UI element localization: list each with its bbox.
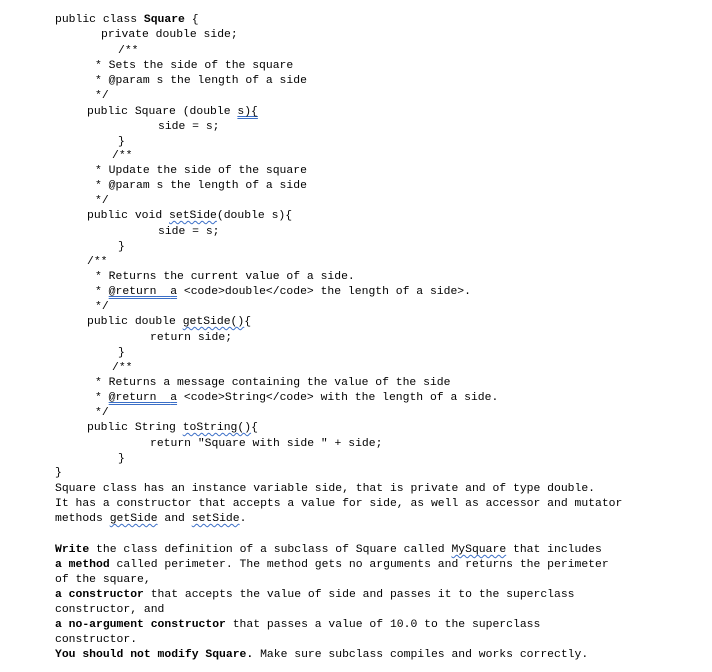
desc-text: .	[239, 513, 247, 525]
doc-star: *	[95, 392, 109, 404]
constructor-signature	[87, 105, 258, 120]
task-line-4	[55, 588, 575, 603]
ctor-sig-text: public Square (double	[87, 106, 238, 118]
setter-doc-close: */	[95, 195, 109, 207]
return-desc: <code>double</code> the length of a side>.	[177, 286, 471, 298]
field-declaration: private double side;	[101, 29, 238, 41]
desc-text: methods	[55, 513, 110, 525]
task-bold: You should not modify Square.	[55, 649, 254, 661]
task-text: that passes a value of 10.0 to the superclass	[225, 619, 541, 631]
tostring-doc-return	[95, 391, 498, 406]
description-line-1: Square class has an instance variable side, that is private and of type double.	[55, 483, 596, 495]
mysquare-spellcheck: MySquare	[451, 544, 507, 556]
class-close: }	[55, 467, 62, 479]
description-line-2: It has a constructor that accepts a value for side, as well as accessor and mutator	[55, 498, 623, 510]
getter-close: }	[118, 347, 125, 359]
task-line-8	[55, 648, 588, 663]
desc-text: and	[157, 513, 192, 525]
ctor-doc-close: */	[95, 90, 109, 102]
task-line-7: constructor.	[55, 634, 138, 646]
task-bold: a constructor	[55, 589, 144, 601]
task-bold: Write	[55, 544, 90, 556]
setter-close: }	[118, 241, 125, 253]
return-a: a	[170, 392, 178, 404]
getter-signature	[87, 315, 251, 330]
return-gap	[157, 286, 171, 298]
doc-star: *	[95, 286, 109, 298]
getter-doc-return	[95, 285, 471, 300]
getter-body: return side;	[150, 332, 233, 344]
task-bold: a method	[55, 559, 110, 571]
task-line-6	[55, 618, 540, 633]
ctor-doc-param: * @param s the length of a side	[95, 75, 307, 87]
getter-sig-text: public double	[87, 316, 183, 328]
setter-doc-desc: * Update the side of the square	[95, 165, 307, 177]
tostring-doc-close: */	[95, 407, 109, 419]
return-a: a	[170, 286, 178, 298]
task-text: that accepts the value of side and passes it to the superclass	[143, 589, 575, 601]
return-tag: @return	[108, 286, 157, 298]
return-desc: <code>String</code> with the length of a side.	[177, 392, 499, 404]
setter-sig-text: public void	[87, 210, 170, 222]
getter-doc-close: */	[95, 301, 109, 313]
ctor-doc-desc: * Sets the side of the square	[95, 60, 294, 72]
tostring-doc-desc: * Returns a message containing the value of the side	[95, 377, 451, 389]
task-text: called perimeter. The method gets no arguments and returns the perimeter	[109, 559, 609, 571]
task-bold: a no-argument constructor	[55, 619, 226, 631]
setside-spellcheck: setSide	[191, 513, 240, 525]
ctor-param-underlined: s){	[237, 106, 258, 118]
task-text: Make sure subclass compiles and works correctly.	[253, 649, 589, 661]
constructor-body: side = s;	[158, 121, 220, 133]
setter-signature	[87, 209, 292, 224]
getter-name-spellcheck: getSide()	[182, 316, 245, 328]
task-line-1	[55, 543, 602, 558]
task-text: the class definition of a subclass of Square called	[89, 544, 452, 556]
task-line-5: constructor, and	[55, 604, 165, 616]
getter-doc-desc: * Returns the current value of a side.	[95, 271, 355, 283]
tostring-sig-text: public String	[87, 422, 183, 434]
return-gap	[157, 392, 171, 404]
tostring-doc-open: /**	[112, 362, 133, 374]
tostring-signature	[87, 421, 258, 436]
ctor-doc-open: /**	[118, 45, 139, 57]
return-tag: @return	[108, 392, 157, 404]
tostring-brace: {	[251, 422, 258, 434]
brace: {	[184, 14, 199, 26]
task-line-3: of the square,	[55, 574, 151, 586]
task-text: that includes	[506, 544, 602, 556]
keyword-text: public class	[55, 14, 144, 26]
class-declaration	[55, 13, 199, 28]
description-line-3	[55, 512, 246, 527]
setter-body: side = s;	[158, 226, 220, 238]
getter-brace: {	[244, 316, 252, 328]
tostring-name-spellcheck: toString()	[182, 422, 252, 434]
getter-doc-open: /**	[87, 256, 108, 268]
getside-spellcheck: getSide	[109, 513, 158, 525]
class-name: Square	[143, 14, 185, 26]
tostring-body: return "Square with side " + side;	[150, 438, 383, 450]
constructor-close: }	[118, 136, 125, 148]
setter-doc-param: * @param s the length of a side	[95, 180, 307, 192]
setter-sig-params: (double s){	[216, 210, 293, 222]
setter-name-spellcheck: setSide	[169, 210, 217, 222]
task-line-2	[55, 558, 609, 573]
tostring-close: }	[118, 453, 125, 465]
setter-doc-open: /**	[112, 150, 133, 162]
